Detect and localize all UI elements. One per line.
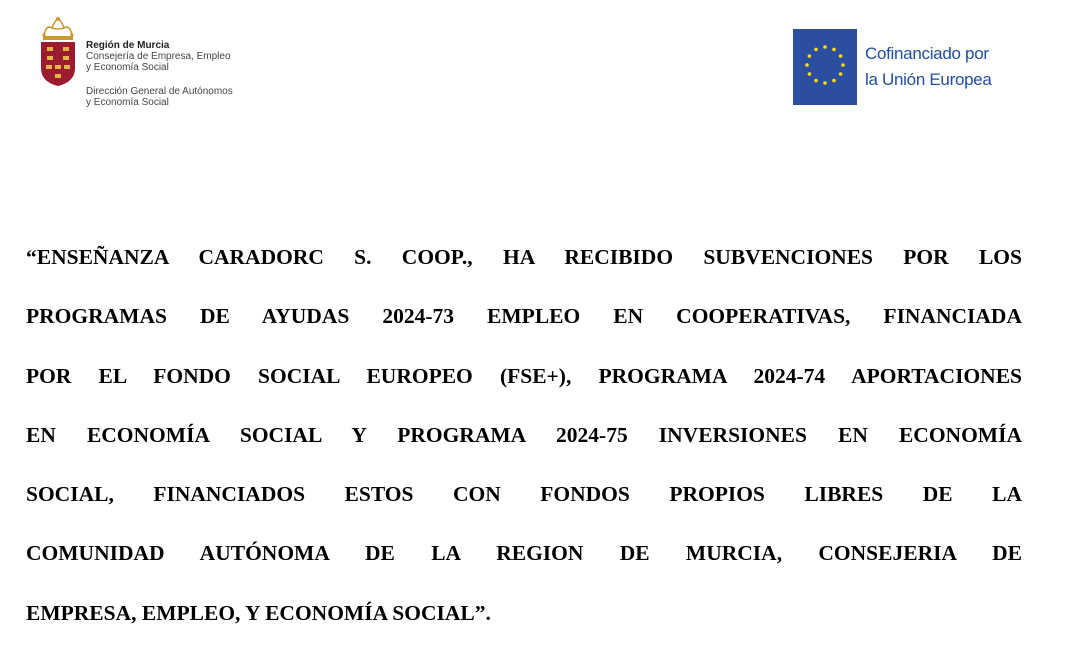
statement-line: EN ECONOMÍA SOCIAL Y PROGRAMA 2024-75 INVERSIONES EN ECONOMÍA (26, 422, 1022, 447)
consejeria-line-1: Consejería de Empresa, Empleo (86, 51, 231, 62)
funding-statement (26, 228, 1022, 643)
region-murcia-crest-icon (38, 16, 78, 88)
direccion-line-2: y Economía Social (86, 97, 169, 108)
statement-line: PROGRAMAS DE AYUDAS 2024-73 EMPLEO EN COOPERATIVAS, FINANCIADA (26, 304, 1022, 329)
direccion-line-1: Dirección General de Autónomos (86, 86, 233, 97)
consejeria-line-2: y Economía Social (86, 62, 169, 73)
org-name: Región de Murcia (86, 40, 170, 51)
eu-flag-icon (793, 29, 857, 105)
statement-line: “ENSEÑANZA CARADORC S. COOP., HA RECIBIDO SUBVENCIONES POR LOS (26, 245, 1022, 269)
region-murcia-logo (38, 16, 233, 108)
statement-line: COMUNIDAD AUTÓNOMA DE LA REGION DE MURCIA, CONSEJERIA DE (26, 541, 1022, 566)
eu-cofinancing-logo (793, 29, 992, 105)
statement-line: POR EL FONDO SOCIAL EUROPEO (FSE+), PROGRAMA 2024-74 APORTACIONES (26, 363, 1022, 388)
eu-cofinancing-line-2: la Unión Europea (865, 70, 992, 89)
eu-cofinancing-line-1: Cofinanciado por (865, 44, 989, 63)
statement-line: EMPRESA, EMPLEO, Y ECONOMÍA SOCIAL”. (26, 600, 491, 625)
statement-line: SOCIAL, FINANCIADOS ESTOS CON FONDOS PROPIOS LIBRES DE LA (26, 482, 1022, 507)
